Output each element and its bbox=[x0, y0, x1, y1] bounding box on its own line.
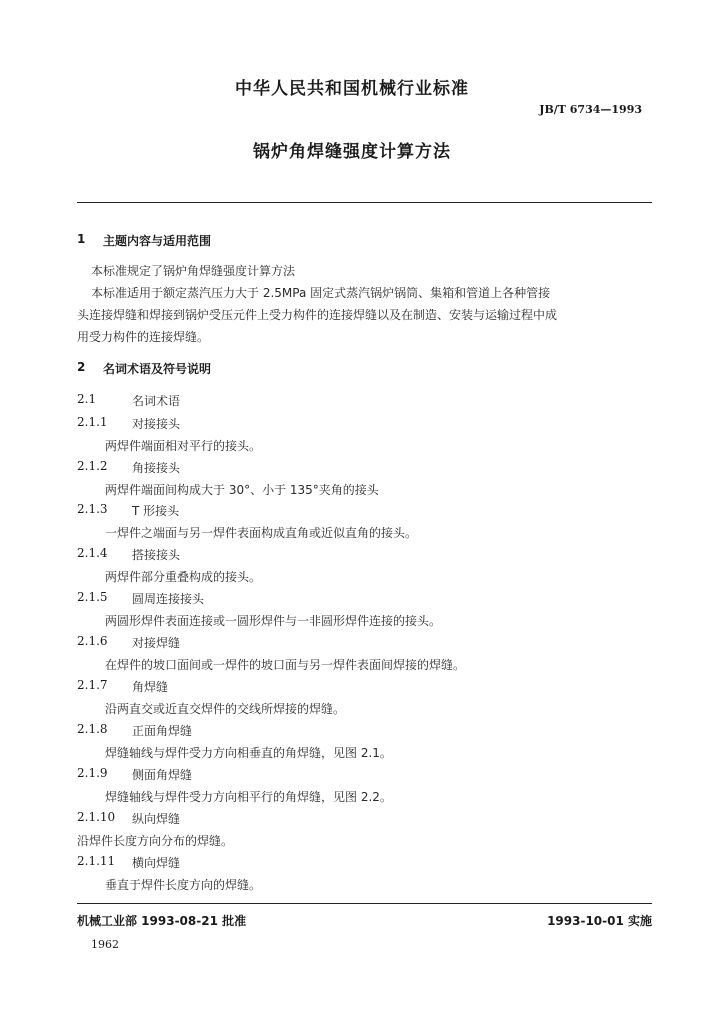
term-definition: 两焊件端面相对平行的接头。 bbox=[105, 439, 262, 453]
term-definition: 沿两直交或近直交焊件的交线所焊接的焊缝。 bbox=[105, 702, 346, 716]
term-definition: 两焊件端面间构成大于 30°、小于 135°夹角的接头 bbox=[105, 483, 379, 497]
term-definition: 两圆形焊件表面连接或一圆形焊件与一非圆形焊件连接的接头。 bbox=[105, 614, 442, 628]
term-definition: 垂直于焊件长度方向的焊缝。 bbox=[105, 878, 262, 892]
term-number: 2.1.8 bbox=[77, 722, 108, 736]
section-1-paragraph-2-line-2: 头连接焊缝和焊接到锅炉受压元件上受力构件的连接焊缝以及在制造、安装与运输过程中成 bbox=[77, 308, 558, 322]
section-1-paragraph-2-line-1: 本标准适用于额定蒸汽压力大于 2.5MPa 固定式蒸汽锅炉锅筒、集箱和管道上各种管接 bbox=[91, 286, 551, 300]
term-definition: 一焊件之端面与另一焊件表面构成直角或近似直角的接头。 bbox=[105, 526, 418, 540]
term-definition: 焊缝轴线与焊件受力方向相垂直的角焊缝，见图 2.1。 bbox=[105, 746, 392, 760]
term-label: 角焊缝 bbox=[132, 680, 169, 694]
term-number: 2.1.7 bbox=[77, 678, 108, 692]
standard-organization: 中华人民共和国机械行业标准 bbox=[235, 79, 469, 99]
term-label: 圆周连接接头 bbox=[132, 592, 205, 606]
term-number: 2.1.10 bbox=[77, 810, 116, 824]
term-number: 2.1.9 bbox=[77, 766, 108, 780]
term-number: 2.1.3 bbox=[77, 502, 108, 516]
term-definition: 沿焊件长度方向分布的焊缝。 bbox=[77, 834, 234, 848]
term-number: 2.1.4 bbox=[77, 546, 108, 560]
term-number: 2.1.1 bbox=[77, 415, 108, 429]
term-label: 正面角焊缝 bbox=[132, 724, 193, 738]
term-label: 对接焊缝 bbox=[132, 636, 181, 650]
term-label: 纵向焊缝 bbox=[132, 812, 181, 826]
term-definition: 焊缝轴线与焊件受力方向相平行的角焊缝，见图 2.2。 bbox=[105, 790, 392, 804]
term-definition: 在焊件的坡口面间或一焊件的坡口面与另一焊件表面间焊接的焊缝。 bbox=[105, 658, 466, 672]
standard-code: JB/T 6734—1993 bbox=[539, 103, 642, 116]
term-label: 名词术语 bbox=[132, 394, 181, 408]
document-title: 锅炉角焊缝强度计算方法 bbox=[253, 142, 451, 162]
page-number: 1962 bbox=[91, 938, 119, 951]
term-number: 2.1.2 bbox=[77, 459, 108, 473]
term-label: 搭接接头 bbox=[132, 548, 181, 562]
term-label: 侧面角焊缝 bbox=[132, 768, 193, 782]
section-1-number: 1 bbox=[77, 232, 86, 246]
section-2-title: 名词术语及符号说明 bbox=[103, 362, 212, 376]
term-number: 2.1.11 bbox=[77, 854, 116, 868]
approval-note: 机械工业部 1993-08-21 批准 bbox=[77, 914, 247, 928]
section-1-title: 主题内容与适用范围 bbox=[103, 234, 212, 248]
term-label: 对接接头 bbox=[132, 417, 181, 431]
header-divider bbox=[77, 202, 652, 203]
term-label: 横向焊缝 bbox=[132, 856, 181, 870]
term-number: 2.1 bbox=[77, 392, 97, 406]
term-label: 角接接头 bbox=[132, 461, 181, 475]
term-definition: 两焊件部分重叠构成的接头。 bbox=[105, 570, 262, 584]
term-number: 2.1.5 bbox=[77, 590, 108, 604]
term-label: T 形接头 bbox=[132, 504, 180, 518]
section-2-number: 2 bbox=[77, 360, 86, 374]
section-1-paragraph-1: 本标准规定了锅炉角焊缝强度计算方法 bbox=[91, 264, 296, 278]
section-1-paragraph-2-line-3: 用受力构件的连接焊缝。 bbox=[77, 330, 210, 344]
effective-date: 1993-10-01 实施 bbox=[547, 914, 652, 928]
footer-divider bbox=[77, 903, 652, 904]
term-number: 2.1.6 bbox=[77, 634, 108, 648]
